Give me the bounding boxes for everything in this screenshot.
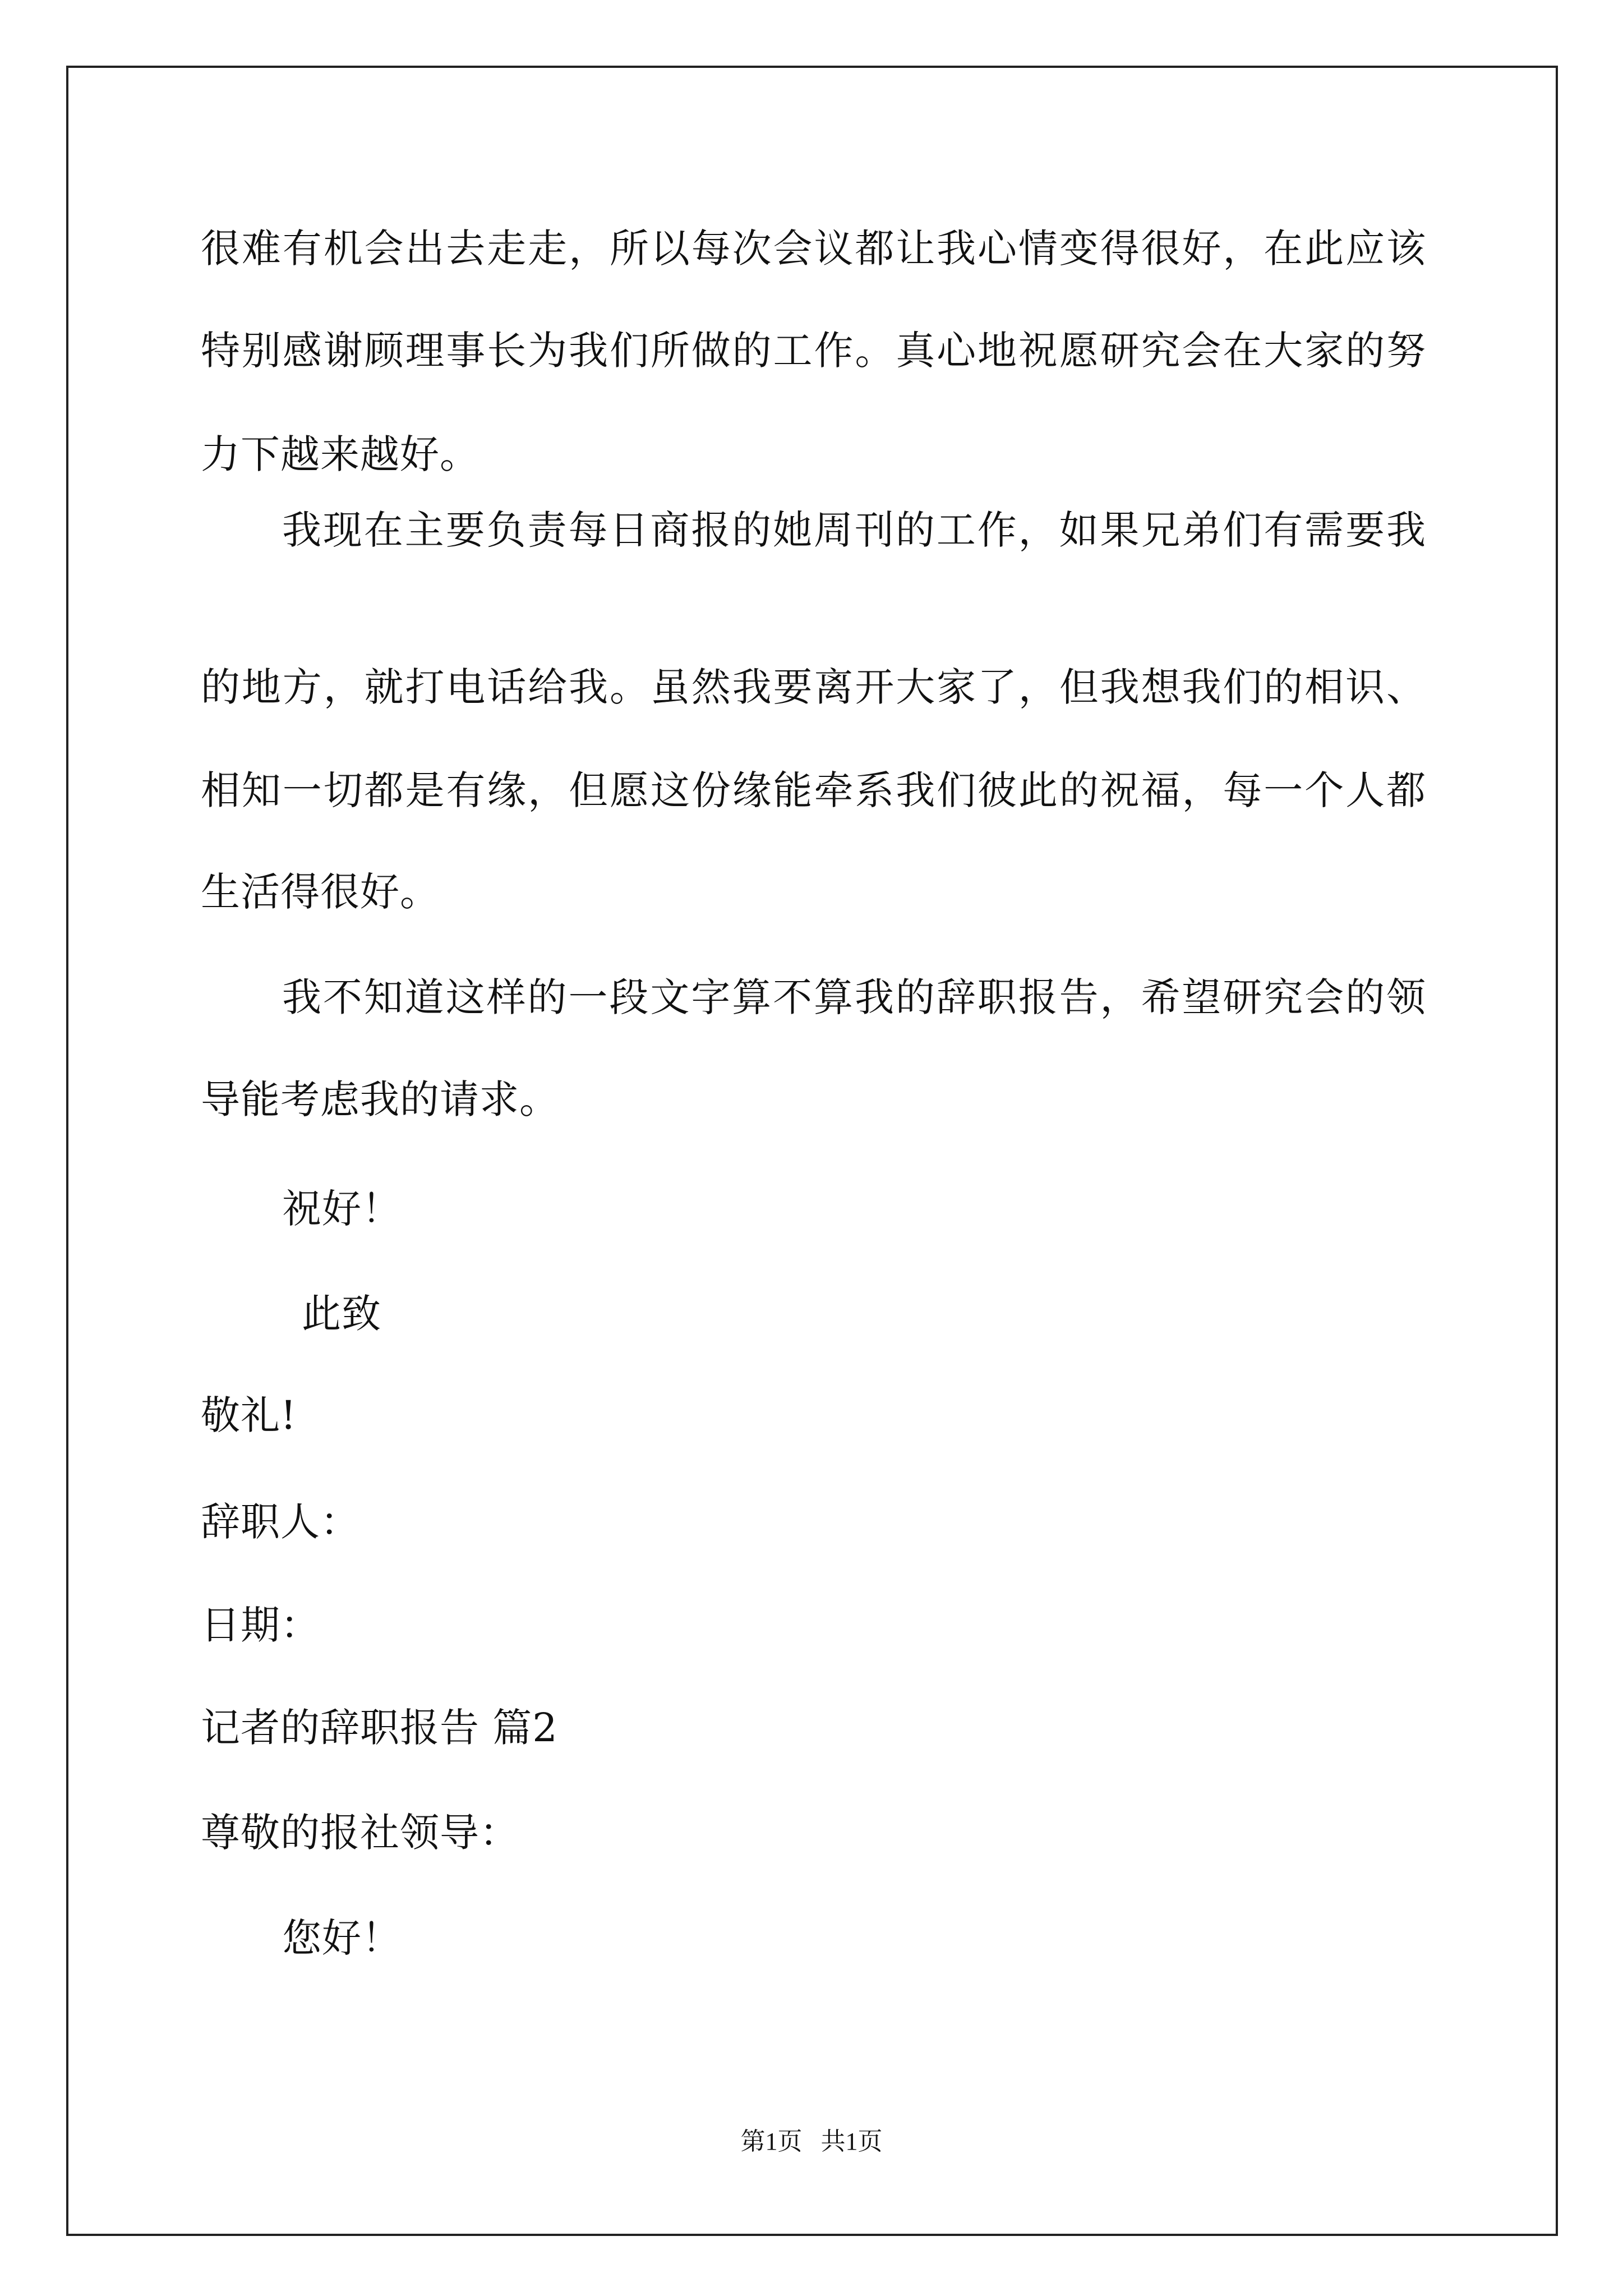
greeting-line: 祝好！ — [282, 1186, 402, 1232]
paragraph-line: 我现在主要负责每日商报的她周刊的工作，如果兄弟们有需要我 — [282, 507, 1426, 553]
paragraph-line: 生活得很好。 — [201, 869, 440, 915]
paragraph-line: 很难有机会出去走走，所以每次会议都让我心情变得很好，在此应该 — [201, 226, 1426, 272]
paragraph-line: 力下越来越好。 — [201, 431, 479, 477]
salutation-line: 尊敬的报社领导： — [201, 1810, 519, 1856]
resigner-label: 辞职人： — [201, 1499, 360, 1545]
closing-salute: 敬礼! — [201, 1392, 297, 1438]
paragraph-line: 相知一切都是有缘，但愿这份缘能牵系我们彼此的祝福，每一个人都 — [201, 767, 1426, 813]
paragraph-line: 导能考虑我的请求。 — [201, 1076, 559, 1122]
page-border — [66, 66, 1558, 2236]
closing-line: 此致 — [302, 1291, 381, 1337]
paragraph-line: 特别感谢顾理事长为我们所做的工作。真心地祝愿研究会在大家的努 — [201, 328, 1426, 374]
section-heading: 记者的辞职报告 篇2 — [201, 1705, 558, 1751]
page-footer: 第1页 共1页 — [740, 2128, 883, 2155]
paragraph-line: 的地方，就打电话给我。虽然我要离开大家了，但我想我们的相识、 — [201, 664, 1426, 710]
paragraph-line: 我不知道这样的一段文字算不算我的辞职报告，希望研究会的领 — [282, 974, 1426, 1020]
greeting-line: 您好！ — [282, 1915, 402, 1961]
date-label: 日期： — [201, 1602, 320, 1648]
